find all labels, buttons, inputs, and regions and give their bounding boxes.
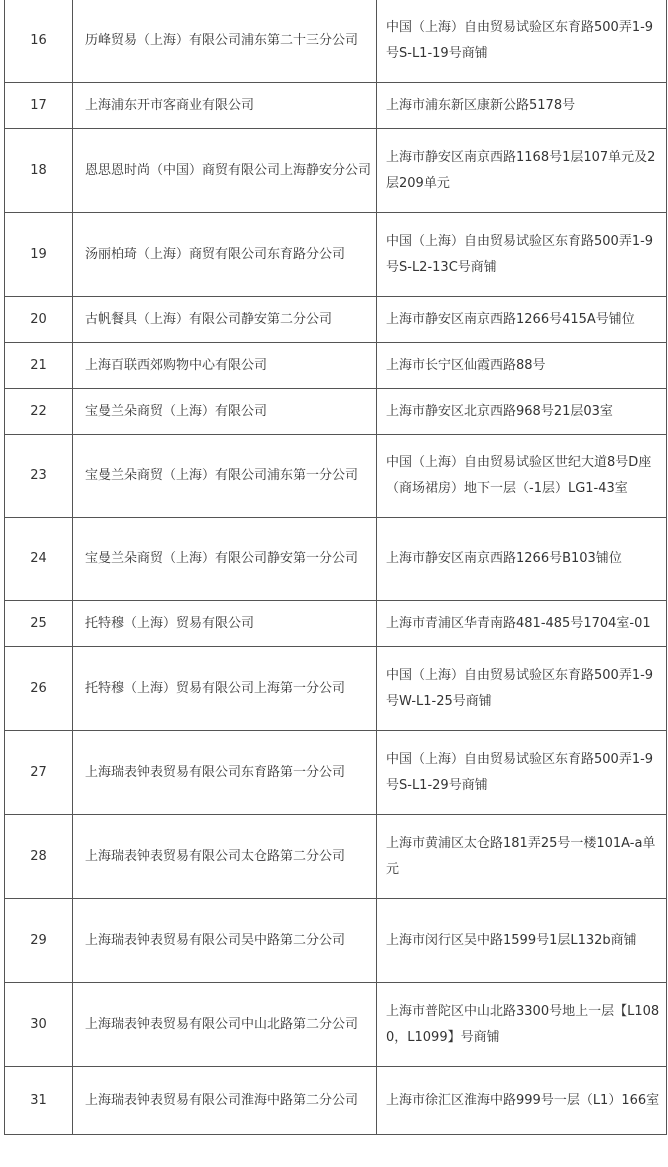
company-name-cell (73, 518, 377, 601)
company-name-cell (73, 435, 377, 518)
address: 上海市普陀区中山北路3300号地上一层【L1080，L1099】号商铺 (386, 1003, 660, 1045)
row-number: 30 (5, 983, 73, 1067)
table-row (5, 83, 667, 129)
company-name: 上海瑞表钟表贸易有限公司东育路第一分公司 (85, 764, 346, 780)
company-name: 托特穆（上海）贸易有限公司 (85, 615, 255, 631)
address-cell (377, 983, 667, 1067)
company-name: 上海浦东开市客商业有限公司 (85, 97, 255, 113)
address-cell (377, 0, 667, 83)
address: 上海市静安区南京西路1266号B103铺位 (386, 551, 622, 566)
company-name-cell (73, 731, 377, 815)
table-row (5, 435, 667, 518)
company-name: 宝曼兰朵商贸（上海）有限公司 (85, 403, 268, 419)
address: 上海市浦东新区康新公路5178号 (386, 97, 576, 113)
address: 上海市长宁区仙霞西路88号 (386, 357, 546, 373)
table-row (5, 731, 667, 815)
table-row (5, 343, 667, 389)
address-cell (377, 389, 667, 435)
table-row (5, 899, 667, 983)
company-name: 上海瑞表钟表贸易有限公司吴中路第二分公司 (85, 932, 346, 948)
row-number: 26 (5, 647, 73, 731)
row-number: 19 (5, 213, 73, 297)
row-number: 24 (5, 518, 73, 601)
address-cell (377, 518, 667, 601)
company-name: 上海瑞表钟表贸易有限公司中山北路第二分公司 (85, 1016, 359, 1032)
row-number: 22 (5, 389, 73, 435)
company-name-cell (73, 1067, 377, 1135)
company-name: 上海瑞表钟表贸易有限公司淮海中路第二分公司 (85, 1092, 359, 1108)
address: 中国（上海）自由贸易试验区东育路500弄1-9号S-L2-13C号商铺 (386, 233, 654, 275)
address-cell (377, 297, 667, 343)
address-cell (377, 815, 667, 899)
company-name-cell (73, 129, 377, 213)
company-name-cell (73, 815, 377, 899)
address-cell (377, 899, 667, 983)
table-row (5, 647, 667, 731)
row-number: 31 (5, 1067, 73, 1135)
row-number: 29 (5, 899, 73, 983)
company-name: 宝曼兰朵商贸（上海）有限公司浦东第一分公司 (85, 468, 359, 483)
address: 上海市黄浦区太仓路181弄25号一楼101A-a单元 (386, 835, 656, 877)
company-name: 古帆餐具（上海）有限公司静安第二分公司 (85, 311, 333, 327)
company-name-cell (73, 0, 377, 83)
table-row (5, 815, 667, 899)
table-row (5, 213, 667, 297)
row-number: 25 (5, 601, 73, 647)
company-name-cell (73, 297, 377, 343)
address: 上海市徐汇区淮海中路999号一层（L1）166室 (386, 1092, 660, 1108)
company-name: 上海瑞表钟表贸易有限公司太仓路第二分公司 (85, 848, 346, 864)
company-name-cell (73, 899, 377, 983)
company-name-cell (73, 83, 377, 129)
address: 上海市静安区南京西路1266号415A号铺位 (386, 311, 635, 327)
company-name-cell (73, 389, 377, 435)
row-number: 20 (5, 297, 73, 343)
address: 中国（上海）自由贸易试验区东育路500弄1-9号S-L1-19号商铺 (386, 20, 654, 61)
company-name: 上海百联西郊购物中心有限公司 (85, 357, 268, 373)
table-row (5, 983, 667, 1067)
address-cell (377, 601, 667, 647)
address: 上海市青浦区华青南路481-485号1704室-01 (386, 615, 651, 631)
company-name: 宝曼兰朵商贸（上海）有限公司静安第一分公司 (85, 551, 359, 566)
address: 上海市静安区南京西路1168号1层107单元及2层209单元 (386, 149, 656, 191)
table-row (5, 389, 667, 435)
address: 中国（上海）自由贸易试验区东育路500弄1-9号S-L1-29号商铺 (386, 751, 654, 793)
address: 上海市静安区北京西路968号21层03室 (386, 403, 613, 419)
table-row (5, 0, 667, 83)
table-row (5, 1067, 667, 1135)
row-number: 21 (5, 343, 73, 389)
address-cell (377, 343, 667, 389)
company-name: 汤丽柏琦（上海）商贸有限公司东育路分公司 (85, 246, 346, 262)
address-cell (377, 731, 667, 815)
row-number: 17 (5, 83, 73, 129)
company-name: 历峰贸易（上海）有限公司浦东第二十三分公司 (85, 33, 359, 48)
row-number: 16 (5, 0, 73, 83)
address: 上海市闵行区吴中路1599号1层L132b商铺 (386, 932, 637, 948)
address-cell (377, 129, 667, 213)
address-cell (377, 213, 667, 297)
row-number: 18 (5, 129, 73, 213)
address-cell (377, 1067, 667, 1135)
table-row (5, 129, 667, 213)
table-row (5, 518, 667, 601)
row-number: 23 (5, 435, 73, 518)
address-cell (377, 647, 667, 731)
address: 中国（上海）自由贸易试验区世纪大道8号D座（商场裙房）地下一层（-1层）LG1-43室 (386, 455, 652, 496)
store-list-table (4, 0, 667, 1135)
company-name-cell (73, 983, 377, 1067)
company-name: 恩思恩时尚（中国）商贸有限公司上海静安分公司 (85, 162, 372, 178)
address: 中国（上海）自由贸易试验区东育路500弄1-9号W-L1-25号商铺 (386, 667, 654, 709)
company-name-cell (73, 601, 377, 647)
company-name-cell (73, 647, 377, 731)
address-cell (377, 435, 667, 518)
table-row (5, 601, 667, 647)
row-number: 28 (5, 815, 73, 899)
company-name: 托特穆（上海）贸易有限公司上海第一分公司 (85, 680, 346, 696)
company-name-cell (73, 343, 377, 389)
address-cell (377, 83, 667, 129)
row-number: 27 (5, 731, 73, 815)
company-name-cell (73, 213, 377, 297)
table-row (5, 297, 667, 343)
